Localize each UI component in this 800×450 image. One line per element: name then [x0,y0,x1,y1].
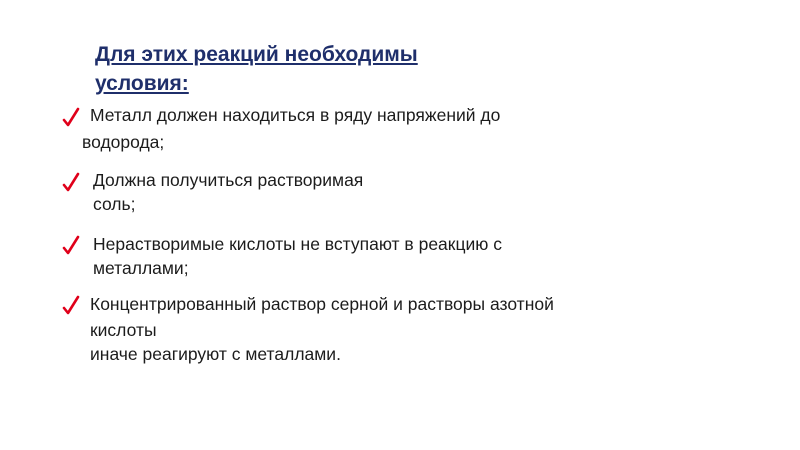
list-item [93,232,502,280]
list-item-continuation [90,318,341,366]
list-item [90,292,554,316]
title-line-2: условия: [95,72,189,95]
checkmark-icon [62,172,80,194]
list-item-line: металлами; [93,258,189,278]
list-item-continuation [82,130,164,154]
list-item-line: Должна получиться растворимая [93,170,364,190]
list-item-line: иначе реагируют с металлами. [90,344,341,364]
checkmark-icon [62,235,80,257]
title-line-1: Для этих реакций необходимы [95,43,418,66]
list-item [93,168,363,216]
list-item-line: соль; [93,194,136,214]
checkmark-icon [62,107,80,129]
slide-title [95,40,525,98]
list-item-line: кислоты [90,320,157,340]
checkmark-icon [62,295,80,317]
list-item-line: Металл должен находиться в ряду напряжений до [90,105,501,125]
list-item [90,103,500,127]
list-item-line: Концентрированный раствор серной и растворы азотной [90,294,554,314]
list-item-line: Нерастворимые кислоты не вступают в реакцию с [93,234,502,254]
list-item-line: водорода; [82,132,165,152]
